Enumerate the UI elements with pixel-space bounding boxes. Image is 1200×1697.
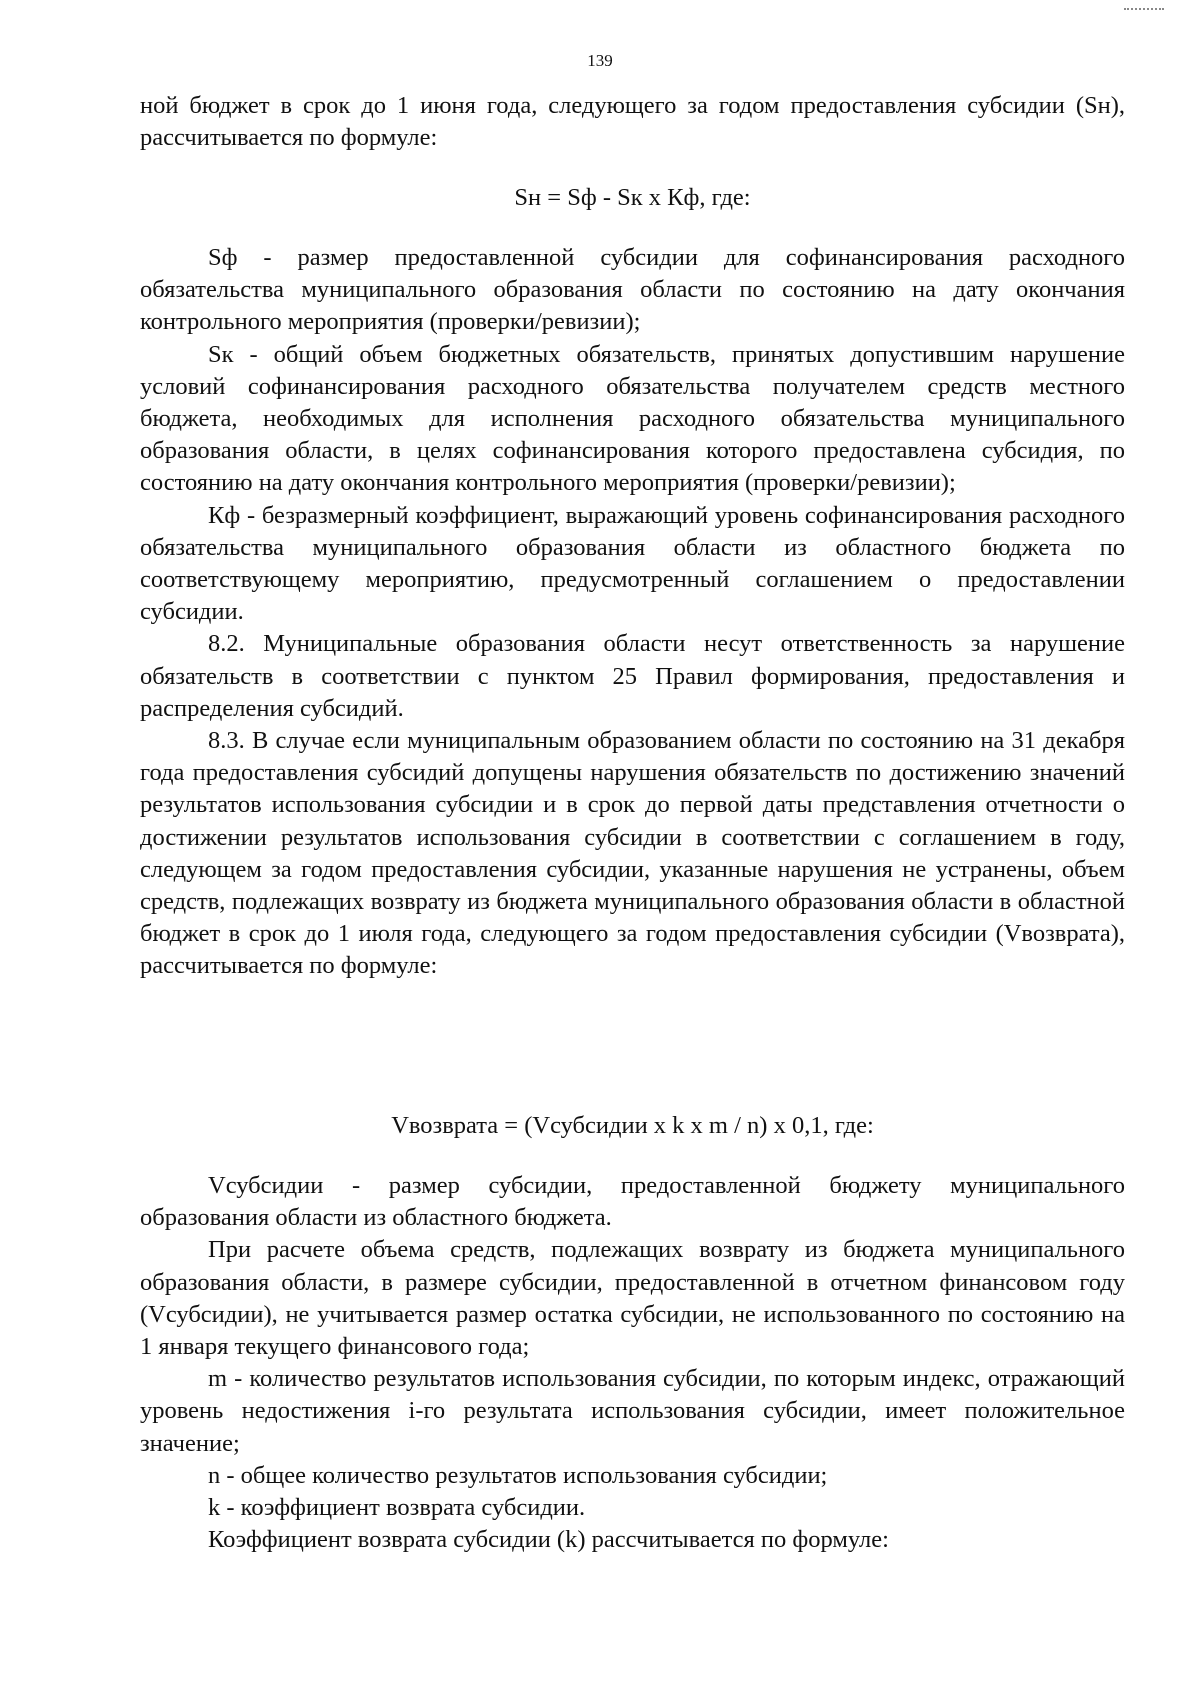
k-formula-intro: Коэффициент возврата субсидии (k) рассчитывается по формуле:	[208, 1526, 889, 1554]
intro-block	[140, 90, 1125, 154]
formula-v: Vвозврата = (Vсубсидии х k х m / n) х 0,1, где:	[391, 1112, 874, 1139]
k-definition: k - коэффициент возврата субсидии.	[208, 1494, 586, 1522]
m-definition: m - количество результатов использования субсидии, по которым индекс, отражающий уровень недостижения i-го результата использования субсидии, имеет положительное значение;	[140, 1365, 1125, 1457]
intro-paragraph: ной бюджет в срок до 1 июня года, следующего за годом предоставления субсидии (Sн), рассчитывается по формуле:	[140, 92, 1125, 152]
scan-corner-mark	[1124, 0, 1164, 10]
variables-block	[140, 1170, 1125, 1556]
n-definition: n - общее количество результатов использования субсидии;	[208, 1461, 828, 1489]
definitions-block	[140, 242, 1125, 983]
paragraph-8-3: 8.3. В случае если муниципальным образованием области по состоянию на 31 декабря года предоставления субсидий допущены нарушения обязательств по достижению значений результатов использования субсидии и в срок до первой даты представления отчетности о достижении результатов использования субсидии в соответствии с соглашением в году, следующем за годом предоставления субсидии, указанные нарушения не устранены, объем средств, подлежащих возврату из бюджета муниципального образования области в областной бюджет в срок до 1 июля года, следующего за годом предоставления субсидии (Vвозврата), рассчитывается по формуле:	[140, 727, 1125, 980]
calculation-note: При расчете объема средств, подлежащих возврату из бюджета муниципального образования области, в размере субсидии, предоставленной в отчетном финансовом году (Vсубсидии), не учитывается размер остатка субсидии, не использованного по состоянию на 1 января текущего финансового года;	[140, 1236, 1125, 1361]
vsub-definition: Vсубсидии - размер субсидии, предоставленной бюджету муниципального образования области из областного бюджета.	[140, 1172, 1125, 1232]
kf-definition: Кф - безразмерный коэффициент, выражающий уровень софинансирования расходного обязательства муниципального образования области из областного бюджета по соответствующему мероприятию, предусмотренный соглашением о предоставлении субсидии.	[140, 501, 1125, 626]
paragraph-8-2: 8.2. Муниципальные образования области несут ответственность за нарушение обязательств в соответствии с пунктом 25 Правил формирования, предоставления и распределения субсидий.	[140, 630, 1125, 722]
page-number: 139	[587, 51, 613, 70]
sk-definition: Sк - общий объем бюджетных обязательств, принятых допустившим нарушение условий софинансирования расходного обязательства получателем средств местного бюджета, необходимых для исполнения расходного обязательства муниципального образования области, в целях софинансирования которого предоставлена субсидия, по состоянию на дату окончания контрольного мероприятия (проверки/ревизии);	[140, 340, 1125, 497]
sf-definition: Sф - размер предоставленной субсидии для софинансирования расходного обязательства муниципального образования области по состоянию на дату окончания контрольного мероприятия (проверки/ревизии);	[140, 244, 1125, 336]
formula-sn: Sн = Sф - Sк х Кф, где:	[514, 184, 751, 211]
